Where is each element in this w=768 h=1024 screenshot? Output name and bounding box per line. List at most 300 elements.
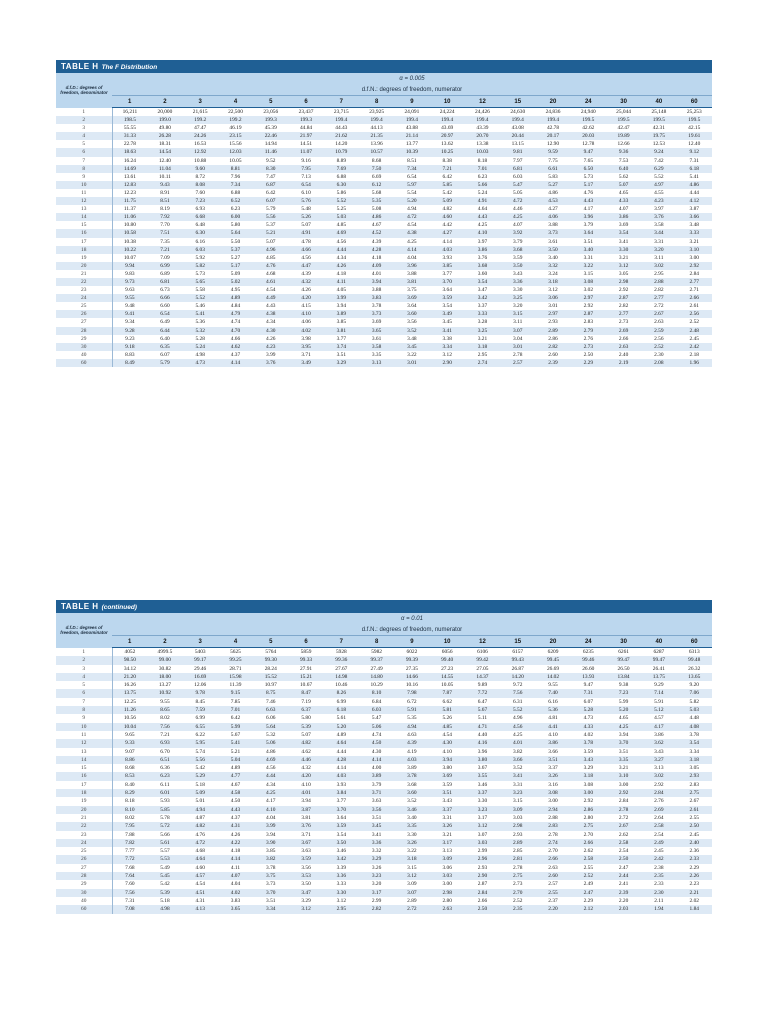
table-cell: 8.51 [394, 157, 429, 165]
row-label: 17 [56, 781, 112, 789]
table-cell: 9.18 [112, 343, 147, 351]
table-cell: 4.69 [324, 229, 359, 237]
table-cell: 99.30 [253, 656, 288, 664]
table-cell: 15.21 [288, 673, 323, 681]
column-header: 2 [147, 96, 182, 108]
column-header: 15 [500, 636, 535, 648]
table-cell: 6.16 [183, 238, 218, 246]
table-cell: 3.05 [677, 764, 713, 772]
table-cell: 6.16 [535, 698, 570, 706]
column-header: 6 [288, 96, 323, 108]
row-label: 18 [56, 246, 112, 254]
table-cell: 8.49 [112, 359, 147, 367]
table-cell: 199.4 [535, 116, 570, 124]
table-cell: 2.84 [641, 789, 676, 797]
table-cell: 14.20 [324, 140, 359, 148]
table-cell: 4.03 [430, 246, 465, 254]
table-cell: 2.93 [500, 831, 535, 839]
row-label: 19 [56, 797, 112, 805]
table-cell: 99.00 [147, 656, 182, 664]
row-label: 22 [56, 822, 112, 830]
table-cell: 4.01 [288, 789, 323, 797]
table-cell: 2.37 [535, 897, 570, 905]
table-cell: 3.96 [465, 748, 500, 756]
table-cell: 8.26 [324, 689, 359, 697]
table-row [56, 665, 712, 673]
table-cell: 4.64 [465, 205, 500, 213]
table-cell: 10.05 [218, 157, 253, 165]
table-cell: 10.05 [430, 681, 465, 689]
table-cell: 3.24 [535, 270, 570, 278]
table-cell: 2.12 [571, 905, 606, 913]
table-cell: 5.82 [183, 262, 218, 270]
table-cell: 13.84 [606, 673, 641, 681]
table-cell: 5.68 [359, 189, 394, 197]
table-row [56, 656, 712, 664]
table-cell: 2.36 [677, 847, 713, 855]
table-cell: 4.10 [253, 806, 288, 814]
table-cell: 2.60 [535, 872, 570, 880]
table-cell: 4.32 [288, 764, 323, 772]
table-cell: 4.34 [253, 781, 288, 789]
table-title: TABLE H [61, 62, 99, 71]
table-cell: 27.05 [465, 665, 500, 673]
table-cell: 26.60 [571, 665, 606, 673]
table-cell: 2.72 [394, 905, 429, 913]
table-cell: 27.67 [324, 665, 359, 673]
table-cell: 4.86 [253, 748, 288, 756]
table-cell: 10.92 [147, 689, 182, 697]
table-cell: 3.81 [288, 814, 323, 822]
table-cell: 12.53 [641, 140, 676, 148]
table-cell: 2.61 [677, 806, 713, 814]
table-cell: 6.40 [147, 335, 182, 343]
table-cell: 7.13 [288, 173, 323, 181]
table-cell: 4.06 [288, 318, 323, 326]
row-label: 19 [56, 254, 112, 262]
column-header: 12 [465, 96, 500, 108]
table-cell: 13.96 [359, 140, 394, 148]
table-cell: 4.10 [288, 310, 323, 318]
table-cell: 5.85 [147, 806, 182, 814]
table-cell: 25,044 [606, 108, 641, 117]
table-cell: 2.58 [571, 855, 606, 863]
table-cell: 14.20 [500, 673, 535, 681]
table-cell: 5.67 [218, 731, 253, 739]
table-cell: 3.54 [465, 278, 500, 286]
table-cell: 3.12 [465, 822, 500, 830]
row-label: 21 [56, 814, 112, 822]
table-cell: 2.55 [677, 814, 713, 822]
table-cell: 14.66 [394, 673, 429, 681]
table-cell: 5.26 [430, 714, 465, 722]
table-cell: 6.61 [535, 165, 570, 173]
table-cell: 4.31 [218, 822, 253, 830]
table-cell: 12.25 [112, 698, 147, 706]
table-cell: 7.09 [147, 254, 182, 262]
table-cell: 6.88 [324, 173, 359, 181]
column-header: 40 [641, 636, 676, 648]
table-cell: 3.94 [253, 831, 288, 839]
table-cell: 5.07 [253, 238, 288, 246]
table-cell: 3.64 [324, 814, 359, 822]
table-cell: 3.45 [394, 343, 429, 351]
table-cell: 4.94 [394, 205, 429, 213]
table-cell: 21.14 [394, 132, 429, 140]
table-cell: 10.97 [253, 681, 288, 689]
table-cell: 3.34 [677, 748, 713, 756]
table-cell: 4.12 [677, 197, 713, 205]
table-cell: 5.28 [571, 706, 606, 714]
row-label: 2 [56, 116, 112, 124]
table-cell: 3.60 [394, 310, 429, 318]
table-cell: 3.31 [571, 254, 606, 262]
table-cell: 8.65 [147, 706, 182, 714]
table-cell: 3.77 [324, 797, 359, 805]
row-label: 30 [56, 889, 112, 897]
table-cell: 3.13 [359, 359, 394, 367]
table-cell: 7.50 [359, 165, 394, 173]
table-cell: 3.28 [465, 318, 500, 326]
table-cell: 199.4 [324, 116, 359, 124]
table-cell: 8.53 [112, 772, 147, 780]
table-row [56, 335, 712, 343]
table-cell: 7.87 [430, 689, 465, 697]
table-cell: 2.89 [535, 327, 570, 335]
column-header: 9 [394, 96, 429, 108]
table-cell: 5.42 [430, 189, 465, 197]
table-cell: 7.40 [535, 689, 570, 697]
table-cell: 3.68 [500, 246, 535, 254]
table-cell: 7.65 [571, 157, 606, 165]
table-cell: 6.89 [147, 270, 182, 278]
table-row [56, 140, 712, 148]
table-cell: 3.31 [641, 238, 676, 246]
table-row [56, 165, 712, 173]
table-cell: 4.02 [571, 731, 606, 739]
table-cell: 7.60 [112, 880, 147, 888]
table-cell: 7.60 [183, 189, 218, 197]
table-cell: 44.43 [324, 124, 359, 132]
table-cell: 5.82 [677, 698, 713, 706]
table-row [56, 839, 712, 847]
table-cell: 5.17 [218, 262, 253, 270]
table-cell: 3.22 [394, 847, 429, 855]
table-cell: 5.07 [606, 181, 641, 189]
table-cell: 3.88 [535, 221, 570, 229]
f-distribution-table [56, 613, 712, 914]
row-label: 12 [56, 739, 112, 747]
table-row [56, 213, 712, 221]
row-label: 28 [56, 872, 112, 880]
table-cell: 6.35 [147, 343, 182, 351]
table-cell: 2.66 [606, 335, 641, 343]
table-cell: 4.10 [288, 781, 323, 789]
table-cell: 7.35 [147, 238, 182, 246]
table-cell: 3.18 [677, 756, 713, 764]
table-cell: 4.20 [288, 294, 323, 302]
table-cell: 11.37 [112, 205, 147, 213]
table-cell: 42.47 [606, 124, 641, 132]
table-cell: 6209 [535, 648, 570, 657]
table-cell: 2.50 [571, 351, 606, 359]
table-cell: 7.01 [465, 165, 500, 173]
table-cell: 7.68 [112, 864, 147, 872]
column-header: 15 [500, 96, 535, 108]
table-cell: 5.99 [606, 698, 641, 706]
table-cell: 3.81 [324, 327, 359, 335]
table-cell: 199.4 [500, 116, 535, 124]
table-row [56, 689, 712, 697]
table-cell: 9.16 [288, 157, 323, 165]
table-cell: 3.30 [394, 831, 429, 839]
table-cell: 10.58 [112, 229, 147, 237]
table-cell: 6.52 [218, 197, 253, 205]
table-cell: 3.15 [500, 310, 535, 318]
table-cell: 2.26 [677, 872, 713, 880]
table-cell: 13.61 [112, 173, 147, 181]
table-cell: 3.21 [430, 831, 465, 839]
table-cell: 3.11 [500, 318, 535, 326]
table-cell: 4.41 [535, 723, 570, 731]
table-cell: 3.30 [500, 286, 535, 294]
table-cell: 4.47 [288, 262, 323, 270]
table-cell: 3.22 [394, 351, 429, 359]
table-cell: 4.23 [253, 343, 288, 351]
table-cell: 4.60 [183, 864, 218, 872]
table-cell: 3.42 [324, 855, 359, 863]
table-cell: 99.42 [465, 656, 500, 664]
table-cell: 3.20 [500, 302, 535, 310]
table-cell: 2.67 [606, 822, 641, 830]
table-cell: 4.13 [183, 905, 218, 913]
f-table-alpha-0005 [56, 60, 712, 367]
table-cell: 3.61 [535, 238, 570, 246]
table-cell: 10.46 [324, 681, 359, 689]
table-cell: 4.66 [288, 246, 323, 254]
table-cell: 3.84 [324, 789, 359, 797]
table-cell: 10.16 [394, 681, 429, 689]
table-cell: 9.36 [606, 148, 641, 156]
table-cell: 3.03 [465, 839, 500, 847]
row-label: 8 [56, 706, 112, 714]
table-cell: 18.31 [147, 140, 182, 148]
table-cell: 3.78 [359, 302, 394, 310]
table-cell: 9.94 [112, 262, 147, 270]
table-cell: 4.03 [394, 756, 429, 764]
table-cell: 3.00 [606, 781, 641, 789]
table-cell: 3.37 [430, 806, 465, 814]
table-cell: 3.38 [430, 335, 465, 343]
row-label: 22 [56, 278, 112, 286]
table-cell: 7.19 [288, 698, 323, 706]
table-cell: 6.23 [147, 772, 182, 780]
table-cell: 44.13 [359, 124, 394, 132]
table-cell: 2.44 [606, 872, 641, 880]
table-cell: 12.83 [112, 181, 147, 189]
table-cell: 5.86 [324, 189, 359, 197]
table-cell: 2.70 [500, 889, 535, 897]
table-cell: 3.63 [359, 797, 394, 805]
table-cell: 4.25 [465, 221, 500, 229]
table-cell: 16.24 [112, 157, 147, 165]
table-title: TABLE H [61, 602, 99, 611]
table-cell: 4.62 [288, 748, 323, 756]
table-cell: 3.46 [465, 781, 500, 789]
column-header: 5 [253, 636, 288, 648]
table-cell: 14.69 [112, 165, 147, 173]
table-row [56, 132, 712, 140]
table-cell: 5.21 [253, 229, 288, 237]
table-cell: 2.42 [677, 343, 713, 351]
table-cell: 2.74 [535, 839, 570, 847]
table-cell: 4.64 [324, 739, 359, 747]
table-cell: 10.39 [394, 148, 429, 156]
table-cell: 2.71 [677, 286, 713, 294]
table-cell: 8.18 [112, 797, 147, 805]
table-cell: 2.92 [677, 262, 713, 270]
table-cell: 24,224 [430, 108, 465, 117]
table-cell: 4.37 [218, 814, 253, 822]
table-cell: 3.85 [430, 262, 465, 270]
table-cell: 3.21 [465, 335, 500, 343]
column-header: 3 [183, 636, 218, 648]
table-cell: 2.82 [606, 302, 641, 310]
table-cell: 99.47 [606, 656, 641, 664]
table-cell: 4.82 [183, 822, 218, 830]
table-cell: 4.82 [430, 205, 465, 213]
table-cell: 9.47 [571, 148, 606, 156]
table-cell: 2.99 [465, 847, 500, 855]
table-cell: 2.83 [535, 822, 570, 830]
table-cell: 2.87 [606, 294, 641, 302]
table-cell: 20.44 [500, 132, 535, 140]
table-cell: 4052 [112, 648, 147, 657]
table-cell: 5.20 [606, 706, 641, 714]
row-label: 40 [56, 351, 112, 359]
table-cell: 3.76 [253, 359, 288, 367]
table-cell: 3.81 [394, 278, 429, 286]
table-cell: 5.28 [183, 335, 218, 343]
table-cell: 5.62 [606, 173, 641, 181]
row-label: 16 [56, 772, 112, 780]
table-cell: 2.81 [500, 855, 535, 863]
table-cell: 4.95 [218, 286, 253, 294]
table-row [56, 286, 712, 294]
table-cell: 2.83 [571, 318, 606, 326]
table-cell: 4.44 [677, 189, 713, 197]
table-cell: 14.94 [253, 140, 288, 148]
table-cell: 4.69 [253, 756, 288, 764]
table-cell: 6.66 [147, 294, 182, 302]
table-cell: 3.23 [359, 872, 394, 880]
table-cell: 3.25 [500, 294, 535, 302]
table-cell: 6.47 [465, 698, 500, 706]
table-cell: 4.76 [571, 189, 606, 197]
table-row [56, 847, 712, 855]
table-cell: 6.93 [147, 739, 182, 747]
table-cell: 6022 [394, 648, 429, 657]
table-cell: 4.25 [500, 213, 535, 221]
table-row [56, 772, 712, 780]
table-cell: 3.51 [606, 748, 641, 756]
table-cell: 2.20 [535, 905, 570, 913]
table-cell: 13.75 [112, 689, 147, 697]
table-cell: 7.70 [147, 221, 182, 229]
table-cell: 3.09 [430, 855, 465, 863]
table-cell: 2.45 [677, 335, 713, 343]
table-cell: 4.14 [218, 359, 253, 367]
table-cell: 2.77 [677, 278, 713, 286]
table-cell: 6.11 [147, 781, 182, 789]
table-cell: 7.59 [183, 706, 218, 714]
row-label: 9 [56, 173, 112, 181]
row-label: 12 [56, 197, 112, 205]
table-cell: 5.53 [147, 855, 182, 863]
table-cell: 1.96 [677, 359, 713, 367]
table-cell: 3.90 [253, 839, 288, 847]
table-cell: 9.24 [641, 148, 676, 156]
table-cell: 3.51 [359, 814, 394, 822]
table-cell: 3.76 [288, 822, 323, 830]
table-row [56, 889, 712, 897]
table-cell: 8.45 [183, 698, 218, 706]
table-cell: 3.47 [288, 889, 323, 897]
table-cell: 4.65 [606, 714, 641, 722]
table-cell: 16.69 [183, 673, 218, 681]
table-cell: 3.86 [606, 213, 641, 221]
row-label: 4 [56, 673, 112, 681]
table-cell: 4.38 [253, 310, 288, 318]
table-cell: 5.45 [147, 872, 182, 880]
table-cell: 2.92 [641, 781, 676, 789]
row-label: 23 [56, 831, 112, 839]
table-cell: 3.00 [571, 789, 606, 797]
table-cell: 15.56 [218, 140, 253, 148]
table-cell: 13.38 [465, 140, 500, 148]
table-cell: 3.77 [324, 335, 359, 343]
table-cell: 4.54 [183, 880, 218, 888]
column-header: 20 [535, 636, 570, 648]
table-cell: 3.00 [535, 797, 570, 805]
table-cell: 2.40 [606, 351, 641, 359]
table-cell: 5.21 [218, 748, 253, 756]
denominator-df-label: d.f.D.: degrees of freedom, denominator [56, 73, 112, 108]
table-cell: 3.18 [571, 772, 606, 780]
row-label: 18 [56, 789, 112, 797]
table-cell: 3.25 [465, 327, 500, 335]
table-cell: 6.07 [253, 197, 288, 205]
table-cell: 3.65 [218, 905, 253, 913]
table-cell: 6.06 [253, 714, 288, 722]
table-cell: 3.26 [394, 839, 429, 847]
table-cell: 199.3 [288, 116, 323, 124]
table-cell: 42.15 [677, 124, 713, 132]
table-cell: 3.65 [359, 327, 394, 335]
table-cell: 5.09 [430, 197, 465, 205]
table-cell: 4.10 [465, 229, 500, 237]
table-cell: 3.07 [500, 327, 535, 335]
column-header: 7 [324, 636, 359, 648]
table-cell: 4.53 [535, 197, 570, 205]
table-cell: 11.06 [112, 213, 147, 221]
row-label: 25 [56, 302, 112, 310]
table-cell: 7.88 [112, 831, 147, 839]
table-cell: 2.92 [606, 789, 641, 797]
table-cell: 6.70 [147, 748, 182, 756]
table-cell: 4.04 [218, 880, 253, 888]
table-cell: 2.18 [677, 351, 713, 359]
